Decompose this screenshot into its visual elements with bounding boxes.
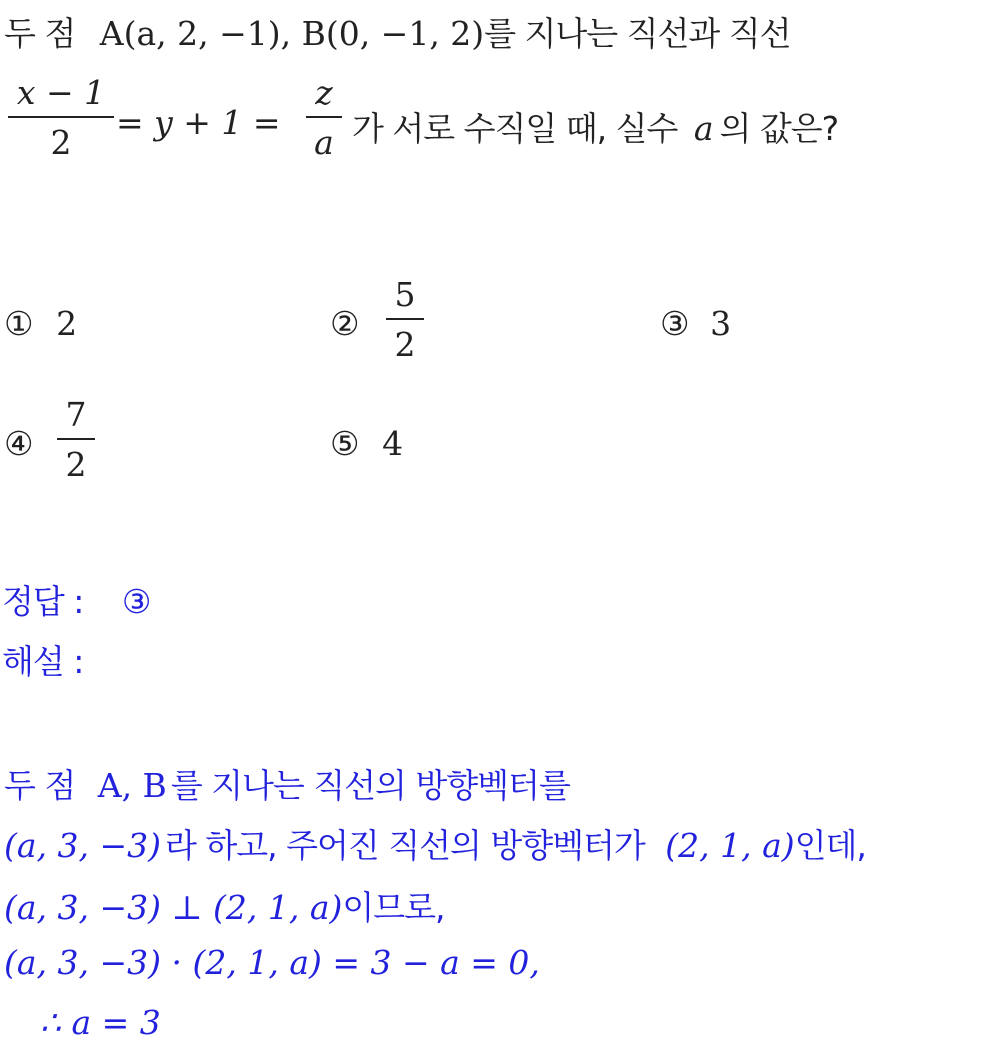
choice-1[interactable] xyxy=(4,304,77,343)
question-line1-suffix: 를 지나는 직선과 직선 xyxy=(484,14,791,53)
explanation-text: 를 지나는 직선의 방향벡터를 xyxy=(170,766,570,805)
choice-marker: ⑤ xyxy=(330,424,360,463)
choice-4-fraction xyxy=(57,396,95,484)
line-equation-middle: = y + 1 = xyxy=(116,103,281,142)
question-line-2-text xyxy=(352,103,838,150)
fraction-denominator: 2 xyxy=(394,325,416,364)
choice-marker: ② xyxy=(330,304,360,343)
answer-label: 정답 : xyxy=(2,582,84,621)
explanation-math: (a, 3, −3) xyxy=(4,826,162,865)
choice-marker: ④ xyxy=(4,424,34,463)
explanation-text: 라 하고, 주어진 직선의 방향벡터가 xyxy=(165,826,645,865)
explanation-math: (2, 1, a) xyxy=(665,826,795,865)
fraction-denominator: 2 xyxy=(50,123,72,162)
line-fraction-z xyxy=(306,74,342,162)
fraction-bar xyxy=(57,438,95,440)
fraction-numerator: 7 xyxy=(65,395,87,434)
choice-marker: ① xyxy=(4,304,34,343)
explanation-line-2 xyxy=(4,820,866,867)
question-points-math: A(a, 2, −1), B(0, −1, 2) xyxy=(99,14,485,53)
line-fraction-x xyxy=(8,74,114,162)
fraction-bar xyxy=(386,318,424,320)
fraction-bar xyxy=(306,116,342,118)
explanation-text: 인데, xyxy=(794,826,866,865)
question-text-before-var: 가 서로 수직일 때, 실수 xyxy=(352,109,678,148)
explanation-line-5: ∴ a = 3 xyxy=(40,1003,161,1042)
explanation-text: 두 점 xyxy=(4,766,76,805)
fraction-denominator: 2 xyxy=(65,445,87,484)
explanation-math: (a, 3, −3) ⊥ (2, 1, a) xyxy=(4,888,343,927)
choice-value: 2 xyxy=(56,304,78,343)
fraction-numerator: 5 xyxy=(394,275,416,314)
fraction-numerator: x − 1 xyxy=(16,73,106,112)
choice-2-fraction xyxy=(386,276,424,364)
fraction-numerator: z xyxy=(315,73,333,112)
choice-value: 4 xyxy=(382,424,404,463)
choice-value: 3 xyxy=(710,304,732,343)
fraction-denominator: a xyxy=(314,123,334,162)
explanation-math: A, B xyxy=(97,766,167,805)
explanation-line-4: (a, 3, −3) · (2, 1, a) = 3 − a = 0, xyxy=(4,943,540,982)
explanation-label: 해설 : xyxy=(2,642,84,681)
question-prefix: 두 점 xyxy=(4,14,76,53)
choice-marker: ③ xyxy=(660,304,690,343)
answer-row xyxy=(2,576,151,623)
choice-4-marker[interactable] xyxy=(4,424,34,463)
choice-2-marker[interactable] xyxy=(330,304,360,343)
explanation-text: 이므로, xyxy=(342,888,445,927)
explanation-line-1 xyxy=(4,760,570,807)
choice-5[interactable] xyxy=(330,424,403,463)
question-line-1 xyxy=(4,8,791,55)
explanation-line-3 xyxy=(4,882,445,929)
choice-3[interactable] xyxy=(660,304,731,343)
question-variable: a xyxy=(693,109,714,148)
fraction-bar xyxy=(8,116,114,118)
question-text-after-var: 의 값은? xyxy=(719,109,839,148)
answer-value: ③ xyxy=(121,582,152,621)
